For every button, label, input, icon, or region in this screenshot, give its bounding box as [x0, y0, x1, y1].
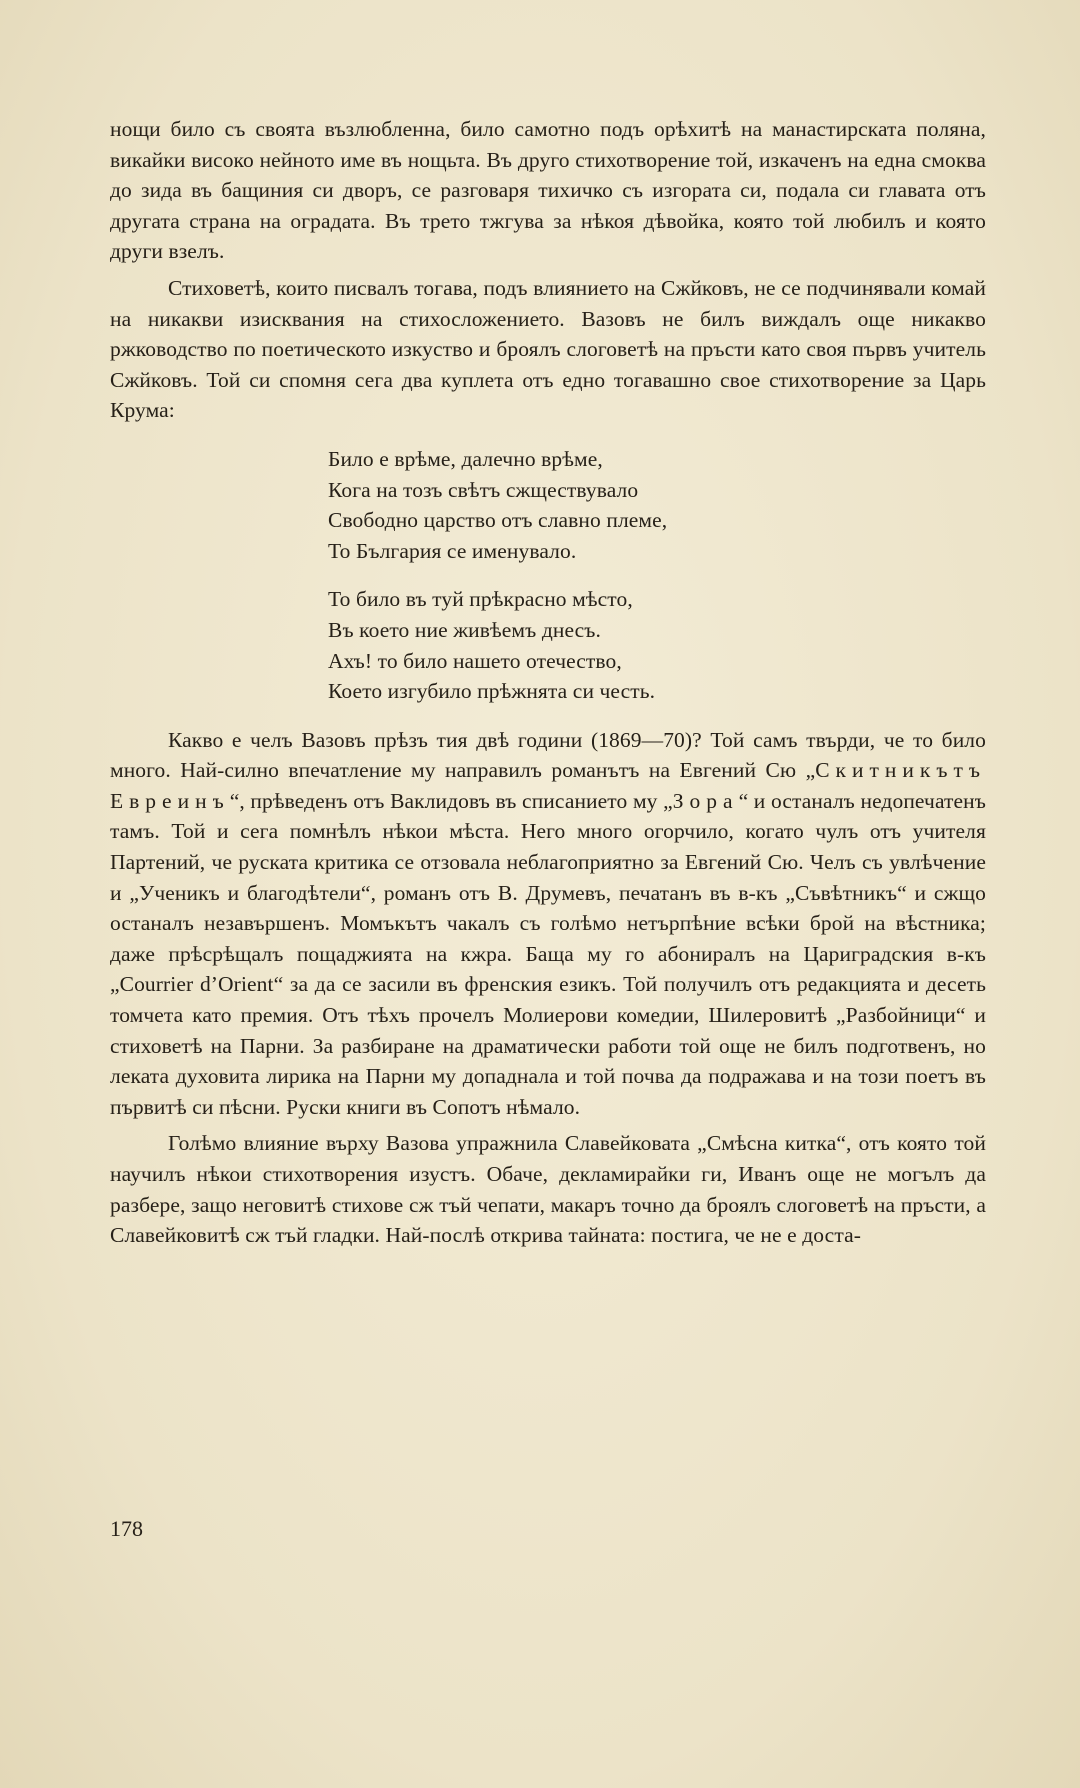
page-number: 178 [110, 1516, 143, 1541]
poem-line: Въ което ние живѣемъ днесъ. [328, 617, 601, 642]
paragraph-3-part: “, прѣведенъ отъ Ваклидовъ въ списанието му „ [229, 788, 673, 813]
poem-line: То било въ туй прѣкрасно мѣсто, [328, 587, 633, 612]
paragraph-1: нощи било съ своята възлюбленна, било самотно подъ орѣхитѣ на манастирската поляна, викайки високо нейното име въ нощьта. Въ друго стихотворение той, изкаченъ на една смоква до зида въ бащиния си дворъ, се разговаря тихичко съ изгората си, подала си главата отъ другата страна на оградата. Въ трето тжгува за нѣкоя дѣвойка, която той любилъ и която други взелъ. [110, 117, 986, 264]
paragraph-2: Стиховетѣ, които писвалъ тогава, подъ влиянието на Сжйковъ, не се подчинявали комай на никакви изисквания на стихосложението. Вазовъ не билъ виждалъ още никакво ржководство по поетическото изкуство и броялъ слоговетѣ на пръсти като своя първъ учитель Сжйковъ. Той си спомня сега два куплета отъ едно тогавашно свое стихотворение за Царь Крума: [110, 275, 986, 423]
poem-stanza-2 [328, 584, 986, 706]
body-text [110, 114, 986, 1251]
poem-line: Свободно царство отъ славно племе, [328, 508, 668, 533]
book-title-spaced: Скитникътъ Евреинъ [110, 758, 986, 813]
paragraph-3 [110, 725, 986, 1123]
poem-stanza-1 [328, 444, 986, 566]
paragraph-4: Голѣмо влияние върху Вазова упражнила Славейковата „Смѣсна китка“, отъ която той научилъ нѣкои стихотворения изустъ. Обаче, декламирайки ги, Иванъ още не могълъ да разбере, защо неговитѣ стихове сж тъй чепати, макаръ точно да броялъ слоговетѣ на пръсти, а Славейковитѣ сж тъй гладки. Най-послѣ открива тайната: постига, че не е доста- [110, 1131, 986, 1248]
journal-title-spaced: Зора [672, 788, 739, 813]
poem-line: То България се именувало. [328, 538, 577, 563]
poem [328, 444, 986, 707]
poem-line: Ахъ! то било нашето отечество, [328, 648, 622, 673]
poem-line: Било е врѣме, далечно врѣме, [328, 446, 603, 471]
paragraph-3-part: “ и останалъ недопечатенъ тамъ. Той и сега помнѣлъ нѣкои мѣста. Него много огорчило, когато чулъ отъ учителя Партений, че руската критика се отзовала неблагоприятно за Евгений Сю. Челъ съ увлѣчение и „Ученикъ и благодѣтели“, романъ отъ В. Друмевъ, печатанъ въ в-къ „Съвѣтникъ“ и сжщо останалъ незавършенъ. Момъкътъ чакалъ съ голѣмо нетърпѣние всѣки брой на вѣстника; даже прѣсрѣщалъ пощаджията на кжра. Баща му го абониралъ на Цариградския в-къ „Courrier d’Orient“ за да се засили въ френския езикъ. Той получилъ отъ редакцията и десеть томчета като премия. Отъ тѣхъ прочелъ Молиерови комедии, Шилеровитѣ „Разбойници“ и стиховетѣ на Парни. За разбиране на драматически работи той още не билъ подготвенъ, но леката духовита лирика на Парни му допаднала и той почва да подражава и на този поетъ въ първитѣ си пѣсни. Руски книги въ Сопотъ нѣмало. [110, 788, 986, 1119]
poem-line: Кога на тозъ свѣтъ сжществувало [328, 477, 639, 502]
poem-line: Което изгубило прѣжнята си честь. [328, 679, 656, 704]
paragraph-3-part: Какво е челъ Вазовъ прѣзъ тия двѣ години (1869—70)? Той самъ твърди, че то било много. Най-силно впечатление му направилъ романътъ на Евгений Сю „ [110, 727, 986, 783]
